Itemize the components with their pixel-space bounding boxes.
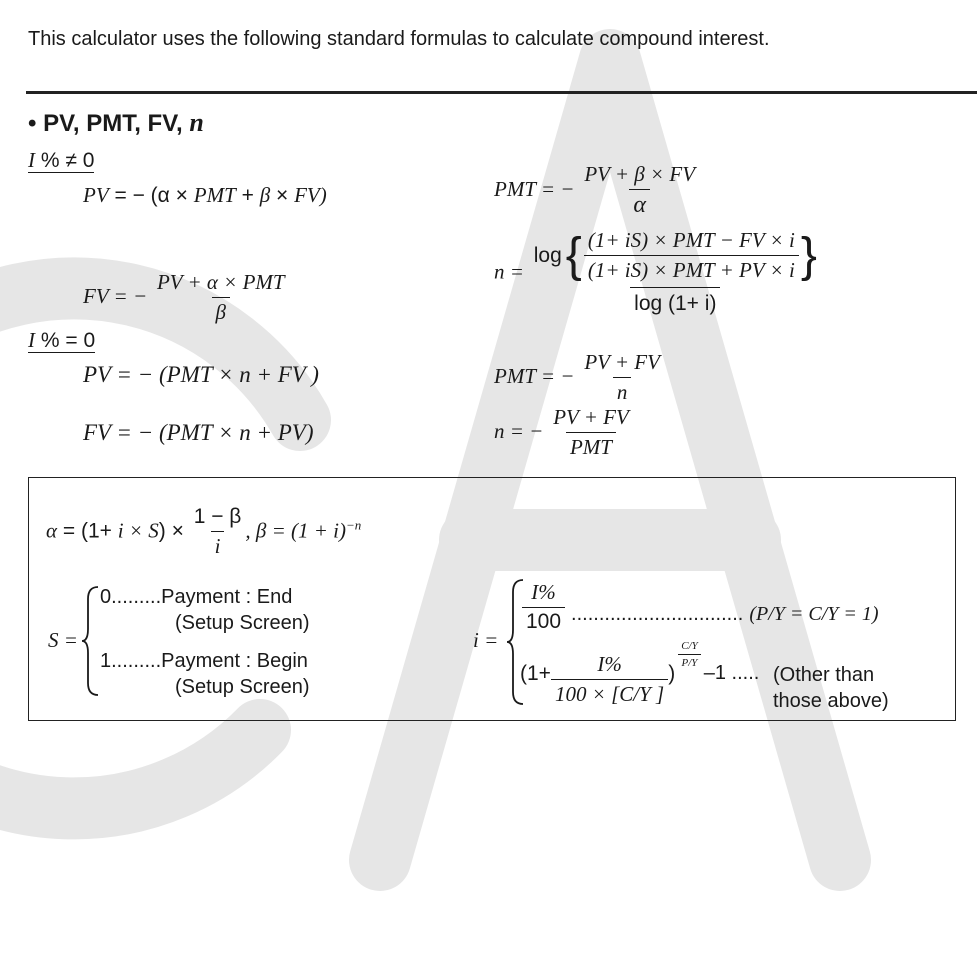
pv1-fv: FV: [294, 183, 320, 207]
section-heading-text: • PV, PMT, FV,: [28, 110, 183, 137]
n2-num: PV + FV: [553, 405, 629, 429]
n1-den: log (1+ i): [630, 287, 720, 316]
pv1-eq: = − (α ×: [108, 184, 194, 207]
alpha-num: 1 − β: [193, 505, 242, 528]
pmt1-num: PV + β × FV: [584, 162, 696, 186]
alpha-is: i × S: [117, 518, 159, 543]
formula-pmt-2: [494, 350, 664, 405]
alpha-lhs: α: [46, 518, 58, 543]
i-case2-exp-num: C/Y: [681, 640, 698, 652]
alpha-times: ) ×: [158, 519, 190, 543]
section-heading-n: n: [189, 108, 204, 137]
pv1-lhs: PV: [83, 183, 109, 207]
i-case2-exp-den: P/Y: [678, 654, 702, 669]
alpha-den: i: [211, 531, 225, 559]
section-heading: [28, 108, 204, 138]
cond1-rest: % ≠ 0: [35, 149, 95, 172]
i-case-2: [520, 640, 759, 707]
cond2-rest: % = 0: [35, 329, 96, 352]
n2-lhs: n = −: [494, 419, 544, 444]
fv1-num: PV + α × PMT: [156, 270, 285, 294]
beta-part: , β = (1 + i): [245, 518, 347, 543]
i-case2-den: 100 × [C/Y ]: [551, 679, 668, 707]
n1-num-bot: (1+ iS) × PMT + PV × i: [584, 255, 799, 283]
i-case1-num: I%: [531, 580, 556, 604]
i-case2-cond1: (Other than: [773, 664, 875, 686]
beta-exp: −n: [346, 517, 362, 533]
s-brace: [80, 585, 102, 697]
n2-den: PMT: [566, 432, 616, 460]
cond1-i: I: [28, 148, 35, 172]
pv1-beta: β: [259, 183, 271, 207]
alpha-eq: = (1+: [57, 519, 118, 543]
cond2-i: I: [28, 328, 35, 352]
pv1-close: ): [319, 183, 327, 207]
i-case1-dots: ...............................: [571, 602, 744, 625]
n1-num-top: (1+ iS) × PMT − FV × i: [587, 228, 795, 252]
i-case2-cond2: those above): [773, 690, 889, 712]
s-case-0: [100, 586, 292, 609]
pmt1-lhs: PMT = −: [494, 177, 575, 202]
i-case-1: [522, 580, 879, 634]
i-case1-den: 100: [522, 607, 565, 634]
i-lhs: i =: [473, 628, 499, 652]
s-case-1-sub: (Setup Screen): [175, 676, 310, 698]
n1-right-brace: }: [800, 228, 817, 282]
pmt2-num: PV + FV: [584, 350, 660, 374]
formula-pmt-1: [494, 162, 699, 219]
i-case2-open: (1+: [520, 661, 551, 685]
formula-fv-2: FV = − (PMT × n + PV): [83, 420, 314, 445]
fv1-den: β: [212, 297, 230, 325]
s-case-0-sub: (Setup Screen): [175, 612, 310, 634]
condition-i-not-zero: [28, 149, 94, 173]
s-case1-val: 1: [100, 650, 112, 672]
formula-fv-1: [83, 270, 289, 325]
n1-log: log: [533, 243, 562, 267]
condition-i-zero: [28, 329, 95, 353]
i-case2-num: I%: [597, 652, 622, 676]
i-case2-close: ): [668, 661, 676, 685]
pv1-times: ×: [270, 184, 295, 207]
pmt2-lhs: PMT = −: [494, 364, 575, 389]
s-case0-text: .........Payment : End: [111, 586, 293, 608]
pmt2-den: n: [613, 377, 632, 405]
intro-text: This calculator uses the following standard formulas to calculate compound interest.: [28, 28, 770, 50]
s-case-1: [100, 650, 308, 673]
pv1-plus: +: [235, 184, 260, 207]
n1-left-brace: {: [565, 228, 582, 282]
section-divider: [26, 91, 977, 94]
alpha-beta-definition: [46, 505, 361, 559]
pv1-pmt: PMT: [193, 183, 236, 207]
formula-n-2: [494, 405, 633, 460]
formula-pv-2: PV = − (PMT × n + FV ): [83, 362, 319, 387]
s-case1-text: .........Payment : Begin: [111, 650, 308, 672]
i-case2-tail: –1 .....: [703, 662, 760, 684]
i-case1-cond: (P/Y = C/Y = 1): [749, 602, 879, 625]
s-lhs: S =: [48, 628, 78, 652]
formula-n-1: [494, 228, 821, 316]
fv1-lhs: FV = −: [83, 284, 148, 309]
pmt1-den: α: [629, 189, 650, 219]
n1-lhs: n =: [494, 259, 524, 284]
formula-pv-1: [83, 183, 327, 208]
s-case0-val: 0: [100, 586, 112, 608]
